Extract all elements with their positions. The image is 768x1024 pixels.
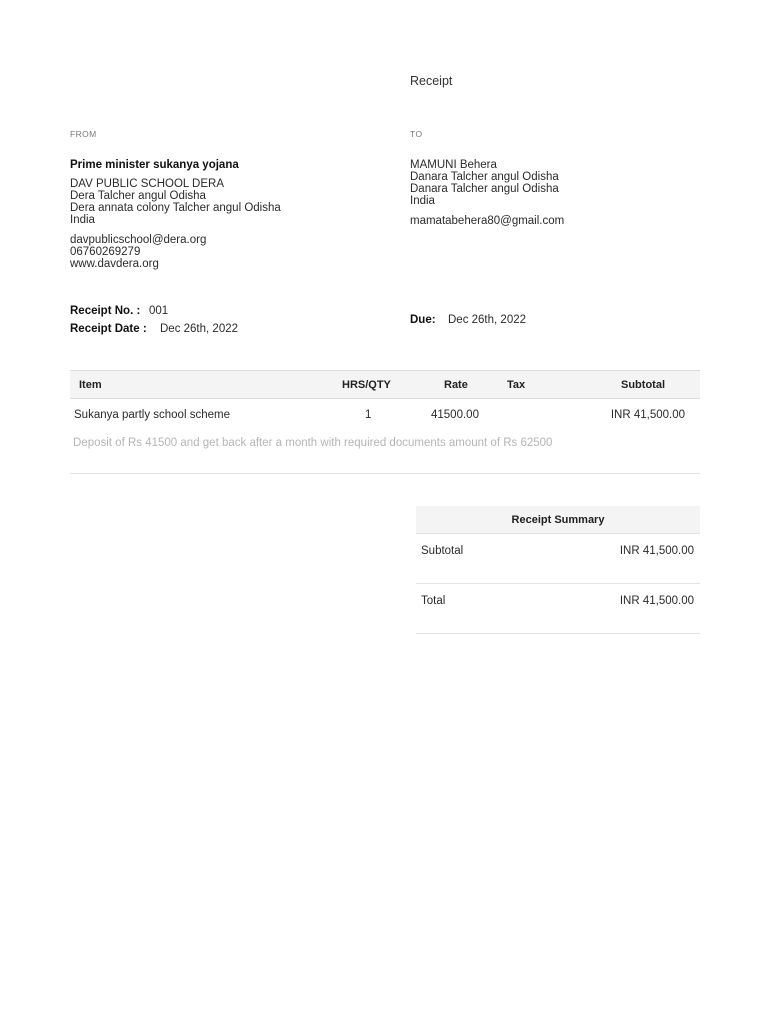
- summary-subtotal-value: INR 41,500.00: [619, 545, 694, 557]
- summary-header: [416, 506, 700, 534]
- summary-subtotal-label: Subtotal: [421, 545, 464, 557]
- sender-address-line: India: [70, 214, 95, 226]
- recipient-email: mamatabehera80@gmail.com: [410, 215, 565, 227]
- due-date-label: Due:: [410, 314, 436, 326]
- item-description: Deposit of Rs 41500 and get back after a month with required documents amount of Rs 62500: [73, 437, 553, 449]
- summary-total-value: INR 41,500.00: [619, 595, 694, 607]
- receipt-number-value: 001: [149, 305, 169, 317]
- item-qty: 1: [365, 409, 372, 421]
- recipient-address-line: Danara Talcher angul Odisha: [410, 183, 559, 195]
- column-header-item: Item: [79, 379, 102, 391]
- sender-block: [70, 159, 370, 270]
- receipt-number-row: [70, 305, 168, 317]
- recipient-address-line: Danara Talcher angul Odisha: [410, 171, 559, 183]
- summary-divider: [416, 583, 700, 584]
- column-header-rate: Rate: [444, 379, 468, 391]
- sender-name: Prime minister sukanya yojana: [70, 159, 239, 171]
- receipt-date-label: Receipt Date :: [70, 323, 147, 335]
- sender-email: davpublicschool@dera.org: [70, 234, 207, 246]
- summary-total-label: Total: [421, 595, 446, 607]
- recipient-address-line: India: [410, 195, 435, 207]
- summary-title: Receipt Summary: [511, 514, 605, 526]
- to-label: TO: [410, 129, 423, 139]
- items-table-header: [70, 370, 700, 399]
- sender-address-line: Dera annata colony Talcher angul Odisha: [70, 202, 281, 214]
- document-title: Receipt: [410, 74, 453, 88]
- column-header-qty: HRS/QTY: [342, 379, 391, 391]
- item-rate: 41500.00: [431, 409, 479, 421]
- column-header-subtotal: Subtotal: [621, 379, 665, 391]
- receipt-number-label: Receipt No. :: [70, 305, 141, 317]
- due-date-value: Dec 26th, 2022: [448, 314, 527, 326]
- column-header-tax: Tax: [507, 379, 526, 391]
- sender-address-line: Dera Talcher angul Odisha: [70, 190, 206, 202]
- sender-address-line: DAV PUBLIC SCHOOL DERA: [70, 178, 225, 190]
- table-divider: [70, 473, 700, 474]
- item-name: Sukanya partly school scheme: [74, 409, 230, 421]
- due-date-row: [410, 314, 526, 326]
- receipt-date-value: Dec 26th, 2022: [160, 323, 239, 335]
- recipient-block: [410, 159, 700, 227]
- recipient-name: MAMUNI Behera: [410, 159, 497, 171]
- summary-divider: [416, 633, 700, 634]
- sender-phone: 06760269279: [70, 246, 141, 258]
- receipt-date-row: [70, 323, 238, 335]
- from-label: FROM: [70, 129, 97, 139]
- item-subtotal: INR 41,500.00: [610, 409, 685, 421]
- sender-website: www.davdera.org: [70, 258, 159, 270]
